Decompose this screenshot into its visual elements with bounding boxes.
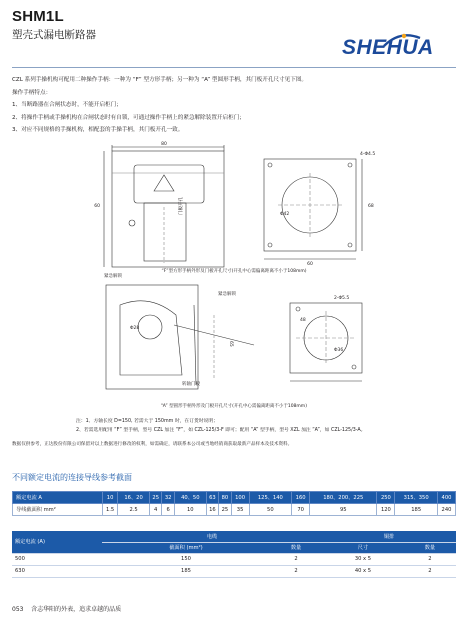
table-header-cell: 截面积 (mm²) <box>102 542 270 553</box>
table-cell: 185 <box>395 504 438 516</box>
table-header-cell: 63 <box>206 492 218 504</box>
dim-label: Φ28 <box>130 326 140 331</box>
dim-label: 80 <box>161 142 167 147</box>
door-label: 门板开孔 <box>179 197 184 215</box>
disclaimer: 数据仅供参考，正达股份有限公司保留对以上数据进行修改的权利，如需确定，请联系本公司或当地经销商获取最新产品样本及技术资料。 <box>12 442 293 447</box>
table-header-cell: 80 <box>219 492 231 504</box>
lock-icon <box>129 220 135 226</box>
table-header-cell: 32 <box>162 492 174 504</box>
header-divider <box>12 67 456 68</box>
table-cell: 35 <box>231 504 249 516</box>
notes <box>76 418 365 435</box>
table-cell: 4 <box>149 504 161 516</box>
table-header-cell: 10 <box>103 492 118 504</box>
table-group-header: 电缆 <box>102 531 322 542</box>
table-header-cell: 180、200、225 <box>310 492 377 504</box>
table-cell: 150 <box>102 553 270 565</box>
dim-label: 4-Φ4.5 <box>360 152 376 157</box>
table-row-label: 导线截面积 mm² <box>13 504 103 516</box>
note-line: 注：1、方轴长度 D=150, 若需大于 150mm 时，在订货时说明； <box>76 419 218 424</box>
table-header-cell: 25 <box>149 492 161 504</box>
table-cell: 2 <box>404 553 456 565</box>
table-cell: 1.5 <box>103 504 118 516</box>
table-header-cell: 125、140 <box>249 492 292 504</box>
dim-label: 60 <box>307 262 313 267</box>
dim-label: 68 <box>368 204 374 209</box>
door-frame-label: 转轴门板 <box>182 382 200 387</box>
dim-label: 48 <box>300 318 306 323</box>
table-cell: 25 <box>219 504 231 516</box>
intro-line: CZL 系列手操机构可配用二种操作手柄：一种为 “F” 型方形手柄；另一种为 “A” 型圆形手柄，其门板开孔尺寸见下图。 <box>12 77 308 83</box>
f-arrow-icon <box>154 175 174 191</box>
table-row <box>12 565 456 577</box>
table-header-cell: 额定电流 (A) <box>12 531 102 553</box>
table-header-cell: 100 <box>231 492 249 504</box>
dim-label: Φ42 <box>280 212 290 217</box>
table-header-cell: 数量 <box>404 542 456 553</box>
table-header-cell: 400 <box>438 492 456 504</box>
large-current-table <box>12 531 456 578</box>
table-cell: 16 <box>206 504 218 516</box>
table-header-row <box>13 492 456 504</box>
note-line: 2、若需选用配用 “F” 型手柄，型号 CZL 加注 “F”，如 CZL-125/3-F 即可；配用 “A” 型手柄，型号 XZL 加注 “A”，如 CZL-125/3-A。 <box>76 427 366 433</box>
table-cell: 2 <box>404 565 456 577</box>
page-subtitle: 塑壳式漏电断路器 <box>12 29 96 41</box>
table-group-header: 铜排 <box>322 531 456 542</box>
table-cell: 2 <box>270 553 322 565</box>
table-cell: 95 <box>310 504 377 516</box>
page-number: 053 <box>12 606 24 613</box>
table-header-cell: 160 <box>292 492 310 504</box>
table-header-cell: 尺寸 <box>322 542 404 553</box>
table-cell: 6 <box>162 504 174 516</box>
wire-size-table <box>12 491 456 516</box>
page-footer <box>12 604 121 613</box>
f-handle-knob <box>134 165 204 203</box>
table-cell: 10 <box>174 504 206 516</box>
table-header-cell: 16、20 <box>118 492 150 504</box>
f-handle-body <box>112 151 224 267</box>
intro-line: 操作手柄特点： <box>12 89 52 96</box>
table-cell: 630 <box>12 565 102 577</box>
table-header-row <box>12 531 456 542</box>
intro-line: 3、对应不同规格的手操机构，相配套的手操手柄，其门板开孔一致。 <box>12 127 184 133</box>
dim-label: 2-Φ5.5 <box>334 296 350 301</box>
table-cell: 240 <box>438 504 456 516</box>
table-header-cell: 250 <box>377 492 395 504</box>
table-row <box>12 553 456 565</box>
intro-line: 2、将操作手柄或手操机构在合闸状态时有自锁，可通过操作手柄上的紧急解除装置开启柜门； <box>12 114 245 121</box>
a-handle-knob <box>138 315 162 339</box>
table-header-cell: 315、350 <box>395 492 438 504</box>
table-cell: 120 <box>377 504 395 516</box>
lock-label: 紧急解锁 <box>218 292 236 297</box>
table-header-cell: 额定电流 A <box>13 492 103 504</box>
lock-label: 紧急解锁 <box>104 274 122 279</box>
dim-label: 65 <box>228 341 233 347</box>
page-title: SHM1L <box>12 8 64 25</box>
footer-slogan: 含志华阳的外表，追求卓越的品质 <box>31 606 122 613</box>
section-title: 不同额定电流的连接导线参考截面 <box>12 473 132 482</box>
table-header-cell: 数量 <box>270 542 322 553</box>
handle-drawing <box>64 142 404 413</box>
a-handle-body <box>120 301 182 375</box>
table-cell: 30 x 5 <box>322 553 404 565</box>
table-header-cell: 40、50 <box>174 492 206 504</box>
intro-line: 1、当断路器在合闸状态时，不能开启柜门； <box>12 102 122 108</box>
table-row <box>13 504 456 516</box>
figure-caption: “F”型方形手柄外形及门板开孔尺寸(开孔中心需偏离距离不小于108mm) <box>161 269 307 274</box>
dim-label: 60 <box>94 204 100 209</box>
table-cell: 50 <box>249 504 292 516</box>
logo-text: SHEHUA <box>342 36 434 59</box>
intro-text <box>12 74 456 137</box>
table-cell: 40 x 5 <box>322 565 404 577</box>
table-cell: 2 <box>270 565 322 577</box>
table-cell: 500 <box>12 553 102 565</box>
table-cell: 70 <box>292 504 310 516</box>
brand-logo <box>342 32 460 66</box>
figure-caption: “A” 型圆形手柄外形及门板开孔尺寸(开孔中心需偏离距离不小于108mm) <box>161 404 307 409</box>
dim-label: Φ36 <box>334 348 344 353</box>
table-cell: 185 <box>102 565 270 577</box>
table-cell: 2.5 <box>118 504 150 516</box>
